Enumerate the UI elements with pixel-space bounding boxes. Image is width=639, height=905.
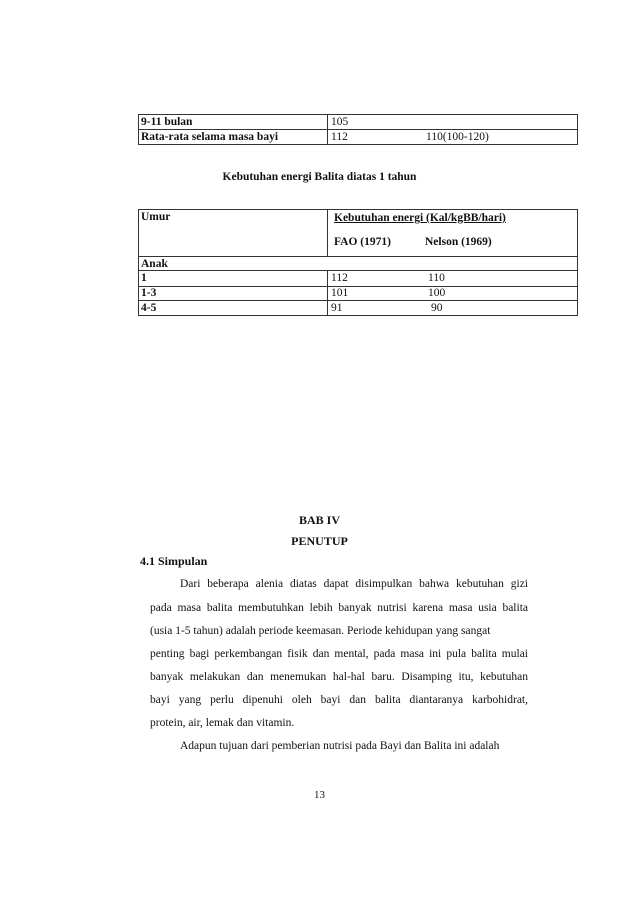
- row-nelson: 90: [431, 302, 443, 314]
- paragraph-line: penting bagi perkembangan fisik dan mental, pada masa ini pula balita mulai: [150, 648, 528, 660]
- paragraph-line: Adapun tujuan dari pemberian nutrisi pada Bayi dan Balita ini adalah: [180, 740, 500, 752]
- row-label: 4-5: [141, 302, 157, 314]
- row-extra: 110(100-120): [426, 131, 489, 143]
- header-nelson: Nelson (1969): [425, 236, 492, 248]
- row-label: 1-3: [141, 287, 157, 299]
- paragraph-line: bayi yang perlu dipenuhi oleh bayi dan balita diantaranya karbohidrat,: [150, 694, 528, 706]
- row-label: 9-11 bulan: [141, 116, 193, 128]
- row-fao: 91: [331, 302, 343, 314]
- page-number: 13: [314, 789, 325, 801]
- row-fao: 112: [331, 272, 348, 284]
- header-kebutuhan-energi: Kebutuhan energi (Kal/kgBB/hari): [334, 212, 506, 224]
- chapter-title: PENUTUP: [291, 534, 348, 548]
- row-nelson: 100: [428, 287, 446, 299]
- chapter-number: BAB IV: [298, 513, 340, 527]
- paragraph-line: banyak melakukan dan menemukan hal-hal baru. Disamping itu, kebutuhan: [150, 671, 528, 683]
- header-umur: Umur: [141, 211, 171, 223]
- paragraph-line: (usia 1-5 tahun) adalah periode keemasan. Periode kehidupan yang sangat: [150, 625, 491, 637]
- table-caption: Kebutuhan energi Balita diatas 1 tahun: [222, 171, 417, 183]
- paragraph-line: Dari beberapa alenia diatas dapat disimpulkan bahwa kebutuhan gizi: [180, 578, 528, 590]
- row-label: 1: [141, 272, 147, 284]
- row-label: Rata-rata selama masa bayi: [141, 131, 279, 143]
- group-label-anak: Anak: [141, 258, 168, 270]
- section-heading: 4.1 Simpulan: [140, 554, 208, 568]
- row-value: 112: [331, 131, 348, 143]
- header-fao: FAO (1971): [334, 236, 391, 248]
- row-nelson: 110: [428, 272, 445, 284]
- paragraph-line: protein, air, lemak dan vitamin.: [150, 717, 295, 729]
- row-fao: 101: [331, 287, 349, 299]
- paragraph-line: pada masa balita membutuhkan lebih banyak nutrisi karena masa usia balita: [150, 602, 528, 614]
- row-value: 105: [331, 116, 349, 128]
